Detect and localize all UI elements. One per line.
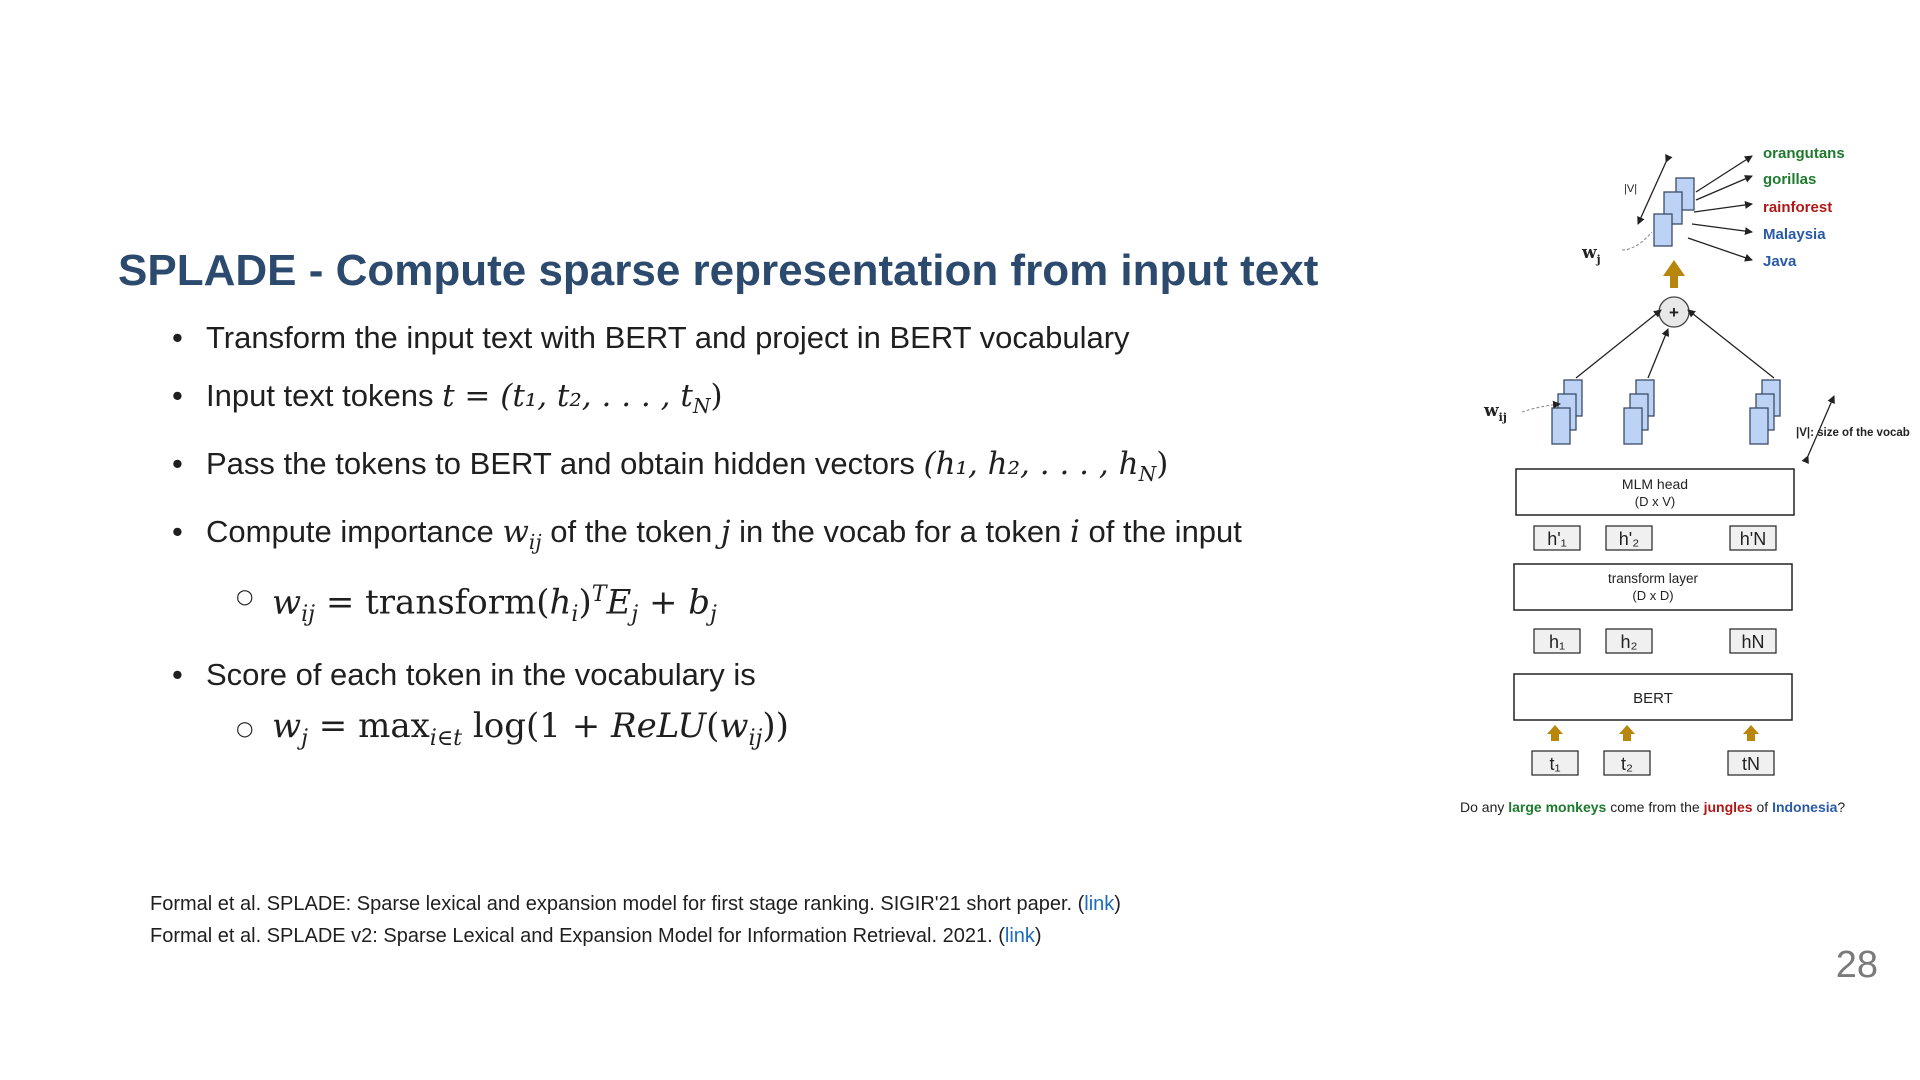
reference-text: Formal et al. SPLADE v2: Sparse Lexical and Expansion Model for Information Retrieval. 2021. ( — [150, 925, 1005, 947]
query-part: jungles — [1703, 799, 1753, 815]
token-2: t₂ — [1621, 754, 1633, 774]
math-sub: j — [631, 600, 639, 627]
token-boxes — [1532, 751, 1774, 775]
math-sub: j — [710, 600, 717, 627]
bert-label: BERT — [1633, 690, 1673, 707]
h-2: h₂ — [1620, 632, 1638, 652]
h-1: h₁ — [1548, 632, 1566, 652]
output-word-arrows — [1688, 156, 1752, 260]
bullet-list — [172, 318, 1322, 778]
reference-link[interactable]: link — [1084, 893, 1115, 915]
math-part: )) — [762, 705, 789, 746]
wij-label-main: w — [1484, 401, 1499, 421]
math-sub: ij — [748, 724, 763, 751]
splade-architecture-diagram — [1456, 140, 1920, 830]
math-sub: N — [692, 394, 711, 419]
bullet-score — [172, 655, 1322, 695]
math-part: E — [606, 581, 632, 622]
wij-label-sub: ij — [1498, 411, 1507, 424]
math-part: ) — [710, 378, 723, 414]
wj-label-main: w — [1582, 243, 1597, 263]
output-word-gorillas: gorillas — [1763, 171, 1817, 188]
hprime-n: h'N — [1739, 529, 1767, 549]
math-hidden — [923, 446, 1169, 487]
bullet-text: Transform the input text with BERT and project in BERT vocabulary — [206, 320, 1130, 355]
hprime-2: h'₂ — [1618, 529, 1640, 549]
math-part: t = (t₁, t₂, . . . , t — [442, 378, 693, 414]
up-arrow-icon — [1663, 260, 1685, 288]
reference-2 — [150, 920, 1121, 952]
plus-sign: + — [1669, 303, 1679, 322]
bullet-text: Pass the tokens to BERT and obtain hidden vectors — [206, 446, 924, 482]
math-sub: ij — [528, 530, 542, 555]
wij-label — [1483, 401, 1507, 424]
query-part: ? — [1837, 799, 1846, 815]
bullet-input-tokens — [172, 376, 1322, 426]
reference-text: ) — [1114, 893, 1121, 915]
query-part: Indonesia — [1772, 799, 1838, 815]
math-part: log(1 + — [462, 705, 611, 746]
mlm-head-label: MLM head — [1621, 476, 1689, 492]
math-sub: ij — [301, 600, 316, 627]
math-sub: i — [571, 600, 579, 627]
bullet-hidden-vectors — [172, 444, 1322, 494]
bullet-text: Score of each token in the vocabulary is — [206, 656, 756, 692]
output-word-malaysia: Malaysia — [1763, 226, 1826, 243]
math-part: w — [502, 514, 529, 551]
output-word-rainforest: rainforest — [1763, 199, 1833, 216]
math-sup: T — [591, 580, 607, 607]
math-sub: N — [1138, 462, 1157, 487]
math-part: = transform( — [315, 581, 550, 622]
bullet-text: in the vocab for a token — [730, 514, 1070, 550]
math-part: w — [272, 581, 302, 622]
bullet-transform — [172, 318, 1322, 358]
math-sub: j — [301, 724, 308, 751]
math-part: ReLU — [611, 705, 707, 746]
references — [150, 888, 1121, 952]
math-part: b — [688, 581, 711, 622]
math-part: ) — [578, 581, 592, 622]
math-part: w — [272, 705, 302, 746]
query-part: large monkeys — [1508, 799, 1607, 815]
bullet-text: of the input — [1079, 514, 1242, 550]
query-part: of — [1752, 799, 1773, 815]
wj-pointer — [1622, 232, 1652, 250]
math-tokens — [442, 378, 723, 419]
page-number: 28 — [1835, 944, 1878, 986]
wj-label — [1581, 243, 1601, 266]
hprime-1: h'₁ — [1547, 529, 1567, 549]
v-label: |V| — [1624, 183, 1638, 195]
query-part: Do any — [1460, 799, 1509, 815]
bullet-text: of the token — [541, 514, 721, 550]
sub-bullet-wij-formula — [172, 573, 1322, 635]
reference-text: ) — [1034, 925, 1042, 947]
transform-layer-label: transform layer — [1607, 571, 1699, 586]
token-up-arrows — [1547, 725, 1759, 741]
wij-vector-stacks — [1552, 380, 1780, 444]
h-boxes — [1534, 629, 1776, 653]
bullet-importance — [172, 512, 1322, 562]
bullet-text: Input text tokens — [206, 378, 443, 413]
vocab-size-note: |V|: size of the vocab — [1796, 427, 1910, 439]
wj-label-sub: j — [1596, 253, 1601, 266]
bullet-text: Compute importance — [206, 514, 503, 550]
transform-layer-dims: (D x D) — [1632, 588, 1674, 603]
query-part: come from the — [1606, 799, 1704, 815]
math-part: j — [720, 514, 731, 551]
slide-title: SPLADE - Compute sparse representation from input text — [118, 246, 1319, 295]
reference-text: Formal et al. SPLADE: Sparse lexical and expansion model for first stage ranking. SIGIR'21 short paper. ( — [150, 893, 1085, 915]
h-n: hN — [1741, 632, 1765, 652]
reference-1 — [150, 888, 1121, 920]
vocab-size-arrow — [1808, 396, 1834, 456]
math-sub: i∈t — [429, 724, 463, 751]
math-part: w — [719, 705, 749, 746]
input-query — [1460, 799, 1845, 815]
output-words — [1763, 145, 1845, 270]
math-part: h — [549, 581, 572, 622]
token-1: t₁ — [1549, 754, 1561, 774]
reference-link[interactable]: link — [1004, 925, 1035, 947]
sub-bullet-wj-formula — [172, 705, 1322, 759]
math-part: i — [1069, 514, 1080, 551]
mlm-head-dims: (D x V) — [1634, 494, 1676, 509]
output-word-java: Java — [1763, 253, 1797, 270]
output-word-orangutans: orangutans — [1763, 145, 1845, 162]
math-part: ) — [1156, 446, 1169, 483]
math-part: (h₁, h₂, . . . , h — [923, 446, 1139, 483]
output-vocab-vectors — [1654, 178, 1694, 246]
math-part: + — [638, 581, 689, 622]
math-part: ( — [706, 705, 720, 746]
math-part: = max — [307, 705, 430, 746]
token-n: tN — [1742, 754, 1760, 774]
